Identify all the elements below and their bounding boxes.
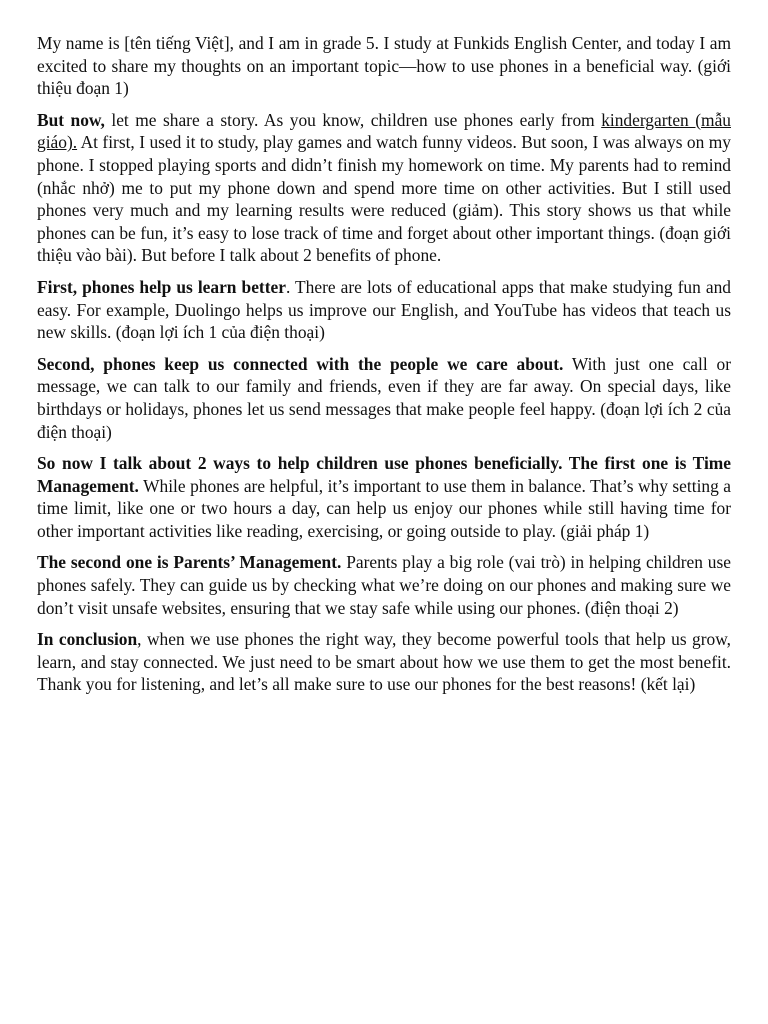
solution-1-paragraph <box>37 452 731 542</box>
paragraph-text: While phones are helpful, it’s important to use them in balance. That’s why setting a time limit, like one or two hours a day, can help us enjoy our phones while still having time for other important activities like reading, exercising, or going outside to play. (giải pháp 1) <box>37 475 731 541</box>
bold-lead: The second one is Parents’ Management. <box>37 552 342 573</box>
benefit-1-paragraph <box>37 276 731 344</box>
paragraph-text: My name is [tên tiếng Việt], and I am in grade 5. I study at Funkids English Center, and today I am excited to share my thoughts on an important topic—how to use phones in a beneficial way. (giới thiệu đoạn 1) <box>37 33 731 99</box>
paragraph-text: . There are lots of educational apps that make studying fun and easy. For example, Duolingo helps us improve our English, and YouTube has videos that teach us new skills. (đoạn lợi ích 1 của điện thoại) <box>37 276 731 343</box>
paragraph-text: With just one call or message, we can talk to our family and friends, even if they are far away. On special days, like birthdays or holidays, phones let us send messages that make people feel happy. (đoạn lợi ích 2 của điện thoại) <box>37 353 731 442</box>
story-paragraph <box>37 109 731 267</box>
paragraph-text: , when we use phones the right way, they become powerful tools that help us grow, learn, and stay connected. We just need to be smart about how we use them to get the most benefit. Thank you for listening, and let’s all make sure to use our phones for the best reasons! (kết lại) <box>37 629 732 695</box>
bold-lead: First, phones help us learn better <box>37 276 286 297</box>
bold-lead: But now, <box>37 109 105 130</box>
bold-lead: So now I talk about 2 ways to help children use phones beneficially. The first one is Time Management. <box>37 453 731 496</box>
conclusion-paragraph <box>37 628 731 696</box>
intro-paragraph <box>37 32 731 100</box>
paragraph-text: let me share a story. As you know, children use phones early from <box>104 109 602 130</box>
benefit-2-paragraph <box>37 353 731 443</box>
solution-2-paragraph <box>37 551 731 619</box>
bold-lead: Second, phones keep us connected with the people we care about. <box>37 353 564 374</box>
bold-lead: In conclusion <box>37 629 138 650</box>
paragraph-text: At first, I used it to study, play games and watch funny videos. But soon, I was always on my phone. I stopped playing sports and didn’t finish my homework on time. My parents had to remind (nhắc nhở) me to put my phone down and spend more time on other activities. But I still used phones very much and my learning results were reduced (giảm). This story shows us that while phones can be fun, it’s easy to lose track of time and forget about other important things. (đoạn giới thiệu vào bài). But before I talk about 2 benefits of phone. <box>37 132 731 266</box>
underlined-phrase: kindergarten (mẫu giáo). <box>37 109 731 153</box>
paragraph-text: Parents play a big role (vai trò) in helping children use phones safely. They can guide us by checking what we’re doing on our phones and making sure we don’t visit unsafe websites, ensuring that we stay safe while using our phones. (điện thoại 2) <box>37 552 731 618</box>
